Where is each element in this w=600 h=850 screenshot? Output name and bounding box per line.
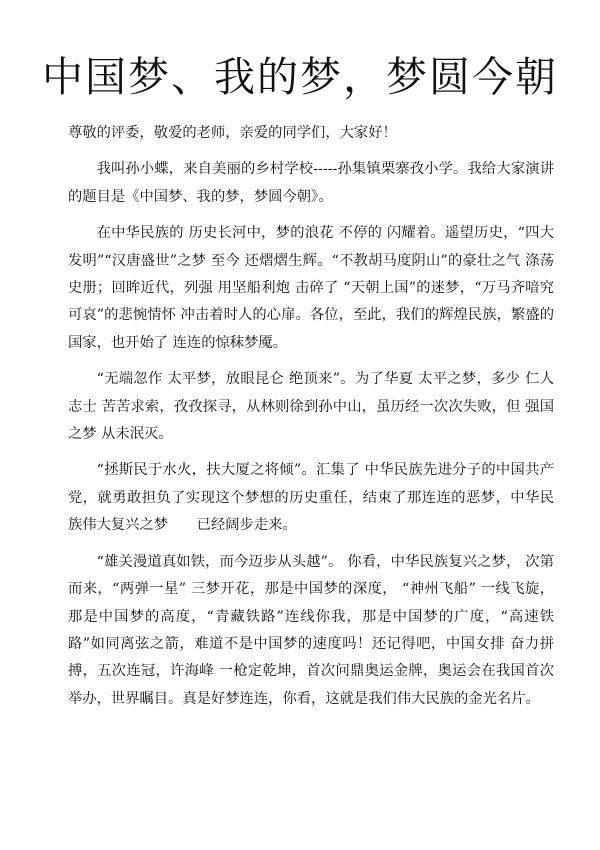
paragraph-introduction: 我叫孙小蝶，来自美丽的乡村学校-----孙集镇栗寨孜小学。我给大家演讲的题目是《中国梦、我的梦，梦圆今朝》。 [68, 161, 554, 205]
salutation-paragraph: 尊敬的评委，敬爱的老师，亲爱的同学们，大家好！ [68, 125, 397, 141]
paragraph-achievements: “雄关漫道真如铁，而今迈步从头越”。 你看，中华民族复兴之梦， 次第而来，“两弹一星” 三梦开花，那是中国梦的深度， “神州飞船” 一线飞旋，那是中国梦的高度，“青藏铁路”连线你我，那是中国梦的广度，“高速铁路”如同离弦之箭，难道不是中国梦的速度吗！还记得吧，中国女排 奋力拼搏，五次连冠，许海峰 一枪定乾坤，首次问鼎奥运金牌，奥运会在我国首次举办，世界瞩目。真是好梦连连，你看，这就是我们伟大民族的金光名片。 [68, 553, 554, 707]
paragraph-history: 在中华民族的 历史长河中，梦的浪花 不停的 闪耀着。遥望历史，“四大发明”“汉唐盛世”之梦 至今 还熠熠生辉。“不教胡马度阴山”的豪壮之气 涤荡史册；回眸近代，列强 用坚船利炮 击碎了 “天朝上国”的迷梦，“万马齐喑究可哀”的悲惋情怀 冲击着时人的心扉。各位，至此，我们的辉煌民族，繁盛的国家，也开始了 连连的惊秣梦魇。 [68, 225, 554, 351]
document-body [68, 120, 554, 722]
paragraph-party: “拯斯民于水火，扶大厦之将倾”。汇集了 中华民族先进分子的中国共产党，就勇敢担负了实现这个梦想的历史重任，结束了那连连的恶梦，中华民族伟大复兴之梦 已经阔步走来。 [68, 462, 554, 534]
paragraph-peace-dream: “无端忽作 太平梦，放眼昆仑 绝顶来”。为了华夏 太平之梦，多少 仁人志士 苦苦求索，孜孜探寻，从林则徐到孙中山，虽历经一次次失败，但 强国之梦 从未泯灭。 [68, 371, 554, 443]
document-title: 中国梦、我的梦，梦圆今朝 [42, 53, 558, 101]
